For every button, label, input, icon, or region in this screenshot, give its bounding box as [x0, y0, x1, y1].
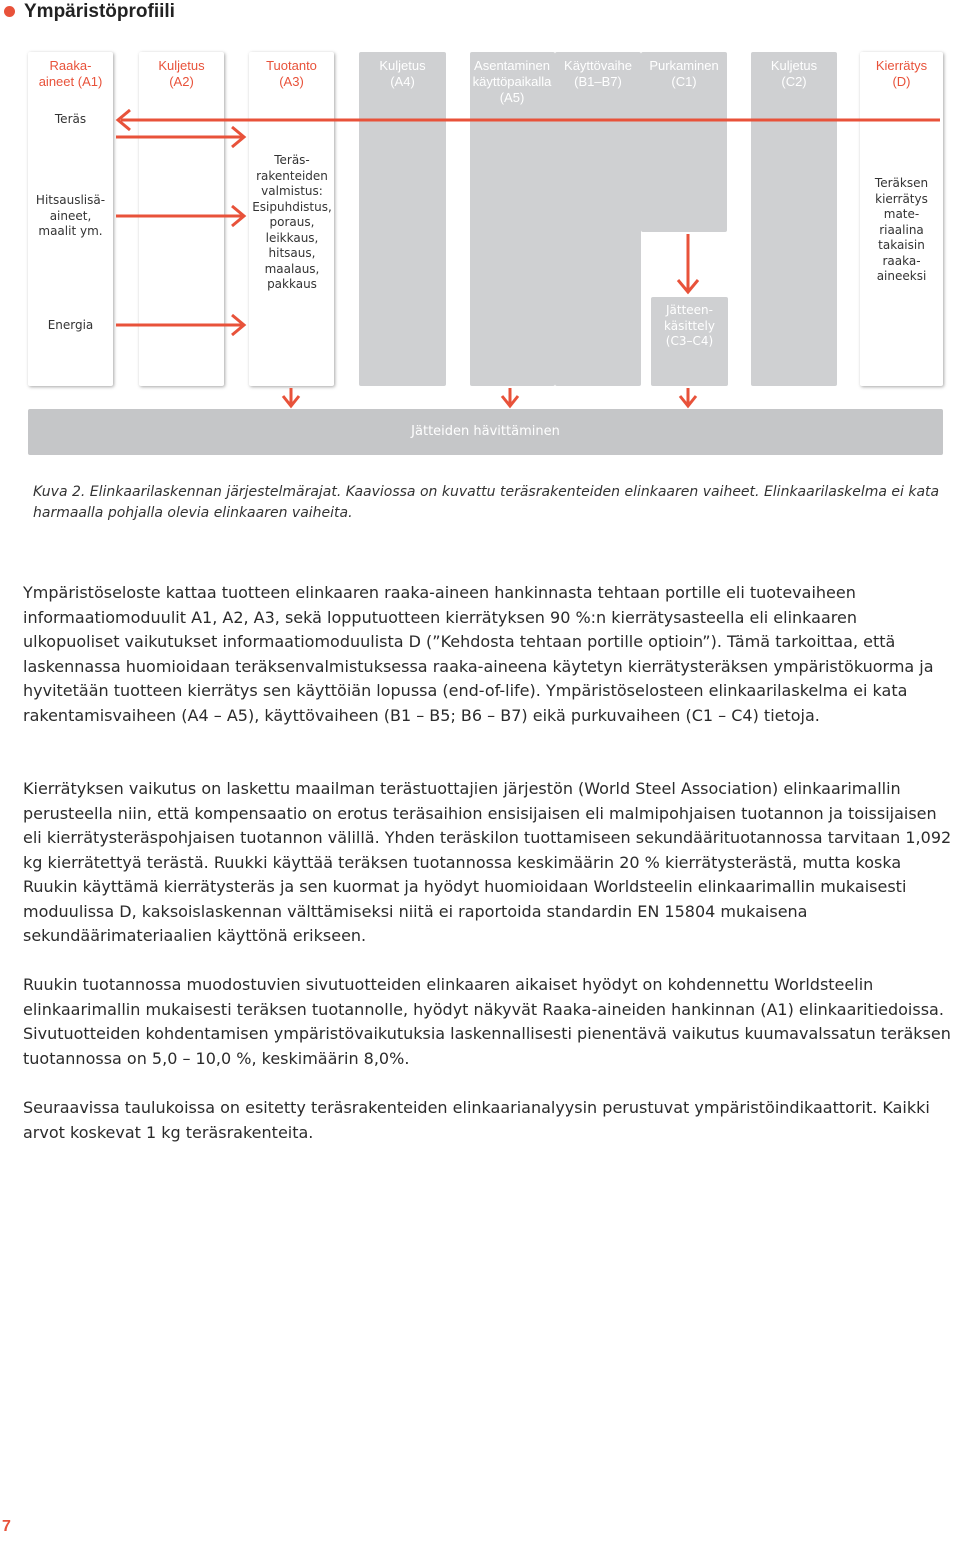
paragraph-2: Kierrätyksen vaikutus on laskettu maailman terästuottajien järjestön (World Steel Association) elinkaarimallin perusteella niin, että kompensaatio on erotus teräsaihion ensisijaisen eli malmipohjaisen tuotannon ja toissijaisen eli kierrätysteräspohjaisen tuotannon välillä. Yhden teräskilon tuottamiseen sekundäärituotannossa tarvitaan 1,092 kg kierrätettyä terästä. Ruukki käyttää teräksen tuotannossa keskimäärin 20 % kierrätysterästä, mutta koska Ruukin käyttämä kierrätysteräs ja sen kuormat ja hyödyt huomioidaan Worldsteelin elinkaarimallin mukaisesti moduulissa D, kaksoislaskennan välttämiseksi niitä ei raportoida standardin EN 15804 mukaisena sekundäärimateriaalien käyttönä erikseen. — [23, 779, 952, 945]
recycling-label: Teräksen kierrätys mate- riaalina takaisin raaka- aineeksi — [874, 176, 929, 283]
phase-label-a5: Asentaminen käyttöpaikalla (A5) — [472, 58, 552, 105]
input-energy-label: Energia — [47, 318, 94, 332]
phase-label-a2: Kuljetus (A2) — [158, 58, 205, 89]
paragraph-3: Ruukin tuotannossa muodostuvien sivutuotteiden elinkaaren aikaiset hyödyt on kohdennettu Worldsteelin elinkaarimallin mukaisesti teräksen tuotannolle, hyödyt näkyvät Raaka-aineiden hankinnan (A1) elinkaaritiedoissa. Sivutuotteiden kohdentamisen ympäristövaikutuksia laskennallisesti pienentävä vaikutus kuumavalssatun teräksen tuotannossa on 5,0 – 10,0 %, keskimäärin 8,0%. — [23, 975, 951, 1068]
page-title: Ympäristöprofiili — [24, 1, 175, 22]
phase-label-d: Kierrätys (D) — [875, 58, 928, 89]
figure-caption: Kuva 2. Elinkaarilaskennan järjestelmärajat. Kaaviossa on kuvattu teräsrakenteiden elinkaaren vaiheet. Elinkaarilaskelma ei kata harmaalla pohjalla olevia elinkaaren vaiheita. — [33, 484, 940, 521]
waste-disposal-label: Jätteiden hävittäminen — [411, 424, 560, 439]
phase-label-b: Käyttövaihe (B1–B7) — [564, 58, 632, 89]
flow-arrows — [0, 0, 960, 460]
phase-label-a3: Tuotanto (A3) — [266, 58, 317, 89]
input-welding-label: Hitsauslisä- aineet, maalit ym. — [35, 193, 106, 238]
phase-label-c2: Kuljetus (C2) — [770, 58, 818, 89]
production-process-label: Teräs- rakenteiden valmistus: Esipuhdistus, poraus, leikkaus, hitsaus, maalaus, pakkaus — [252, 153, 332, 291]
phase-label-a4: Kuljetus (A4) — [379, 58, 426, 89]
input-steel-label: Teräs — [54, 112, 87, 126]
phase-label-a1: Raaka- aineet (A1) — [38, 58, 103, 89]
waste-treatment-label: Jätteen- käsittely (C3–C4) — [664, 303, 715, 348]
page-number: 7 — [2, 1518, 11, 1535]
paragraph-4: Seuraavissa taulukoissa on esitetty teräsrakenteiden elinkaarianalyysin perustuvat ympäristöindikaattorit. Kaikki arvot koskevat 1 kg teräsrakenteita. — [23, 1098, 930, 1142]
paragraph-1: Ympäristöseloste kattaa tuotteen elinkaaren raaka-aineen hankinnasta tehtaan portille eli tuotevaiheen informaatiomoduulit A1, A2, A3, sekä lopputuotteen kierrätyksen 90 %:n kierrätysasteella eli elinkaaren ulkopuoliset vaikutukset informaatiomoduulista D (”Kehdosta tehtaan portille optioin”). Tämä tarkoittaa, että laskennassa huomioidaan teräksenvalmistuksessa raaka-aineena käytetyn kierrätysteräksen ympäristökuorma ja hyvitetään tuotteen kierrätys sen käyttöiän lopussa (end-of-life). Ympäristöselosteen elinkaarilaskelma ei kata rakentamisvaiheen (A4 – A5), käyttövaiheen (B1 – B5; B6 – B7) eikä purkuvaiheen (C1 – C4) tietoja. — [23, 583, 934, 725]
phase-label-c1: Purkaminen (C1) — [649, 58, 719, 89]
